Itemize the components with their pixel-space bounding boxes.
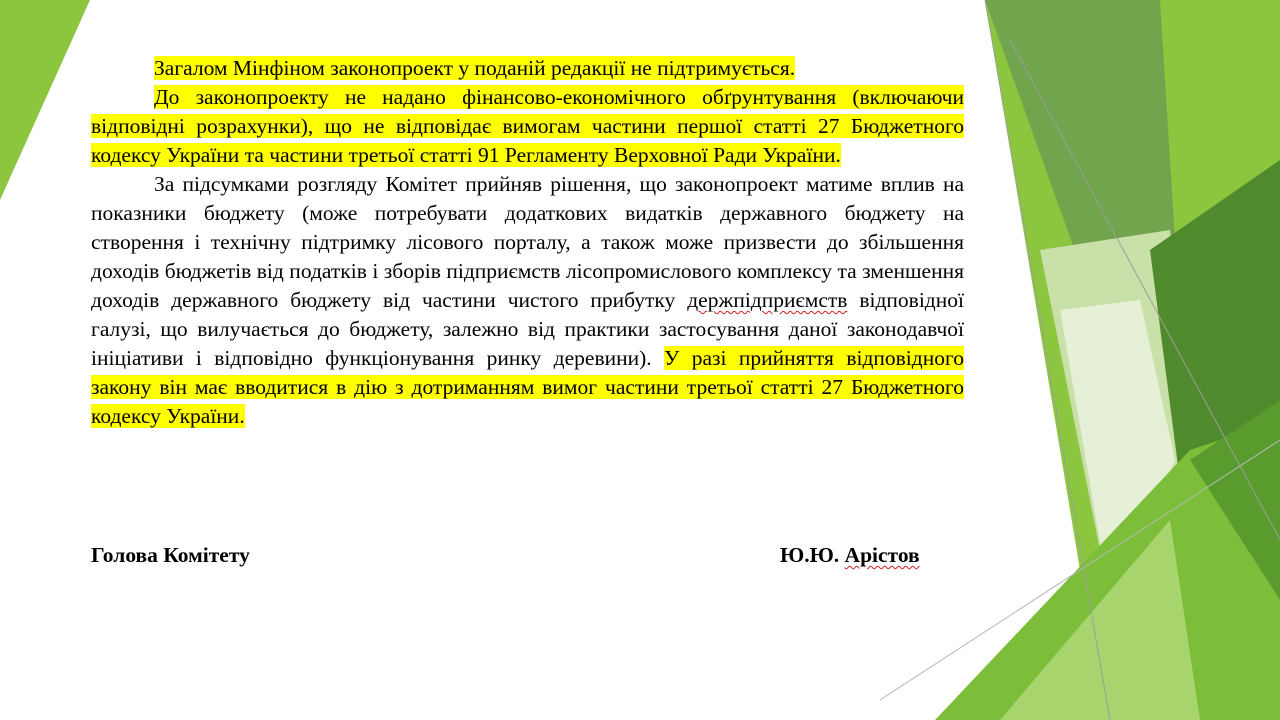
signature-position-title: Голова Комітету (91, 543, 250, 567)
signature-initials: Ю.Ю. (780, 543, 845, 567)
signature-surname[interactable]: Арістов (844, 543, 920, 567)
highlighted-text: Загалом Мінфіном законопроект у поданій редакції не підтримується. (154, 56, 796, 80)
signature-name (780, 543, 920, 568)
highlighted-text: У разі прийняття відповідного закону він має вводитися в дію з дотриманням вимог частини третьої статті 27 Бюджетного кодексу України. (91, 346, 964, 428)
paragraph-space (652, 346, 664, 370)
paragraph-1 (91, 54, 964, 83)
document-body (91, 54, 964, 431)
paragraph-text: відповідної галузі, що вилучається до бюджету, залежно від практики застосування даної законодавчої ініціативи і відповідно функціонування ринку деревини). (91, 288, 964, 370)
paragraph-3 (91, 170, 964, 431)
highlighted-text: До законопроекту не надано фінансово-економічного обґрунтування (включаючи відповідні розрахунки), що не відповідає вимогам частини першої статті 27 Бюджетного кодексу України та частини третьої статті 91 Регламенту Верховної Ради України. (91, 85, 964, 167)
paragraph-text: За підсумками розгляду Комітет прийняв рішення, що законопроект матиме вплив на показники бюджету (може потребувати додаткових видатків державного бюджету на створення і технічну підтримку лісового порталу, а також може призвести до збільшення доходів бюджетів від податків і зборів підприємств лісопромислового комплексу та зменшення доходів державного бюджету від частини чистого прибутку (91, 172, 964, 312)
left-green-triangle (0, 0, 90, 200)
paragraph-2 (91, 83, 964, 170)
spellcheck-flagged-word[interactable]: держпідприємств (687, 288, 848, 312)
